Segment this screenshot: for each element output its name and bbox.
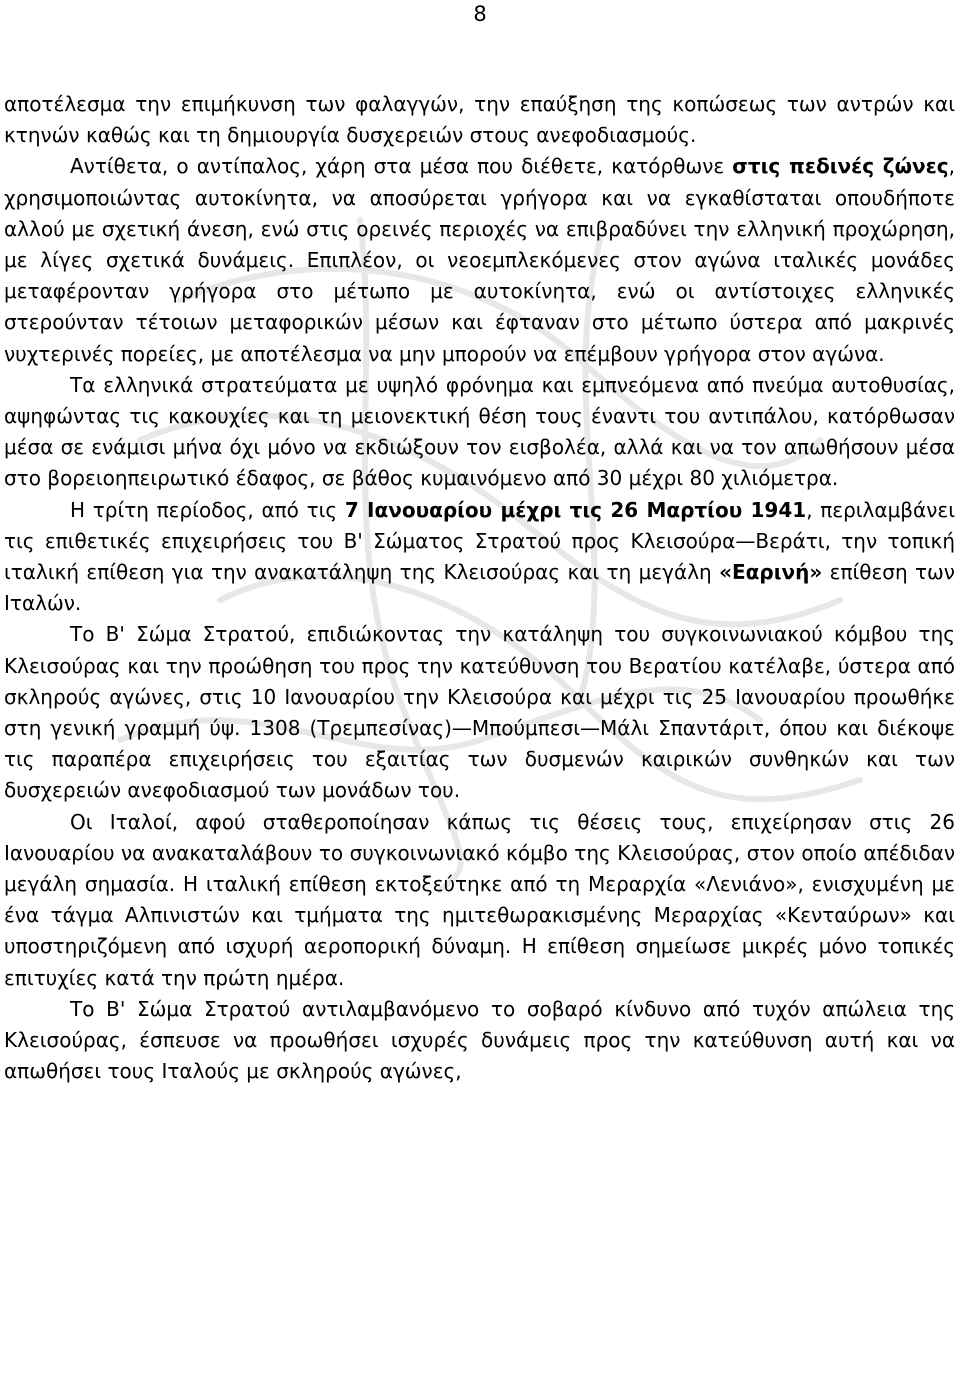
paragraph (4, 495, 955, 620)
text-run: Οι Ιταλοί, αφού σταθεροποίησαν κάπως τις θέσεις τους, επιχείρησαν στις 26 Ιανουαρίου να ανακαταλάβουν το συγκοινωνιακό κόμβο της Κλεισούρας, στον οποίο απέδιδαν μεγάλη σημασία. Η ιταλική επίθεση εκτοξεύτηκε από τη Μεραρχία «Λενιάνο», ενισχυμένη με ένα τάγμα Αλπινιστών και τμήματα της ημιτεθωρακισμένης Μεραρχίας «Κενταύρων» και υποστηριζόμενη από ισχυρή αεροπορική δύναμη. Η επίθεση σημείωσε μικρές μόνο τοπικές επιτυχίες κατά την πρώτη ημέρα. (4, 809, 955, 990)
paragraph (4, 370, 955, 495)
text-run: Η τρίτη περίοδος, από τις (70, 497, 345, 522)
paragraph (4, 619, 955, 806)
bold-text-run: 7 Ιανουαρίου μέχρι τις 26 Μαρτίου 1941 (344, 497, 807, 522)
text-run: Τα ελληνικά στρατεύματα με υψηλό φρόνημα και εμπνεόμενα από πνεύμα αυτοθυσίας, αψηφώντας τις κακουχίες και τη μειονεκτική θέση τους έναντι του αντιπάλου, κατόρθωσαν μέσα σε ενάμισι μήνα όχι μόνο να εκδιώξουν τον εισβολέα, αλλά και να τον απωθήσουν μέσα στο βορειοηπειρωτικό έδαφος, σε βάθος κυμαινόμενο από 30 μέχρι 80 χιλιόμετρα. (4, 372, 955, 491)
text-run: επίθεση των Ιταλών. (4, 560, 955, 616)
text-run: , περιλαμβάνει τις επιθετικές επιχειρήσεις του Β' Σώματος Στρατού προς Κλεισούρα—Βεράτι, την τοπική ιταλική επίθεση για την ανακατάληψη της Κλεισούρας και τη μεγάλη (4, 497, 955, 585)
document-body (4, 89, 955, 1088)
page-number: 8 (473, 2, 487, 26)
text-run: Το Β' Σώμα Στρατού αντιλαμβανόμενο το σοβαρό κίνδυνο από τυχόν απώλεια της Κλεισούρας, έσπευσε να προωθήσει ισχυρές δυνάμεις προς την κατεύθυνση αυτή και να απωθήσει τους Ιταλούς με σκληρούς αγώνες, (4, 996, 955, 1084)
text-run: Το Β' Σώμα Στρατού, επιδιώκοντας την κατάληψη του συγκοινωνιακού κόμβου της Κλεισούρας και την προώθηση του προς την κατεύθυνση του Βερατίου κατέλαβε, ύστερα από σκληρούς αγώνες, στις 10 Ιανουαρίου την Κλεισούρα και μέχρι τις 25 Ιανουαρίου προωθήκε στη γενική γραμμή ύψ. 1308 (Τρεμπεσίνας)—Μπούμπεσι—Μάλι Σπαντάριτ, όπου και διέκοψε τις παραπέρα επιχειρήσεις του εξαιτίας των δυσμενών καιρικών συνθηκών και των δυσχερειών ανεφοδιασμού των μονάδων του. (4, 622, 955, 803)
text-run: Αντίθετα, ο αντίπαλος, χάρη στα μέσα που διέθετε, κατόρθωνε (70, 154, 733, 179)
paragraph (4, 807, 955, 994)
text-run: αποτέλεσμα την επιμήκυνση των φαλαγγών, την επαύξηση της κοπώσεως των αντρών και κτηνών καθώς και τη δημιουργία δυσχερειών στους ανεφοδιασμούς. (4, 92, 955, 148)
text-run: , χρησιμοποιώντας αυτοκίνητα, να αποσύρεται γρήγορα και να εγκαθίσταται οπουδήποτε αλλού με σχετική άνεση, ενώ στις ορεινές περιοχές να επιβραδύνει την ελληνική προχώρηση, με λίγες σχετικά δυνάμεις. Επιπλέον, οι νεοεμπλεκόμενες στον αγώνα ιταλικές μονάδες μεταφέρονταν γρήγορα στο μέτωπο με αυτοκίνητα, ενώ οι αντίστοιχες ελληνικές στερούνταν τέτοιων μεταφορικών μέσων και έφταναν στο μέτωπο ύστερα από μακρινές νυχτερινές πορείες, με αποτέλεσμα να μην μπορούν να επέμβουν γρήγορα στον αγώνα. (4, 154, 955, 366)
paragraph (4, 151, 955, 369)
paragraph (4, 994, 955, 1088)
bold-text-run: «Εαρινή» (719, 560, 823, 585)
bold-text-run: στις πεδινές ζώνες (732, 154, 949, 179)
paragraph (4, 89, 955, 151)
